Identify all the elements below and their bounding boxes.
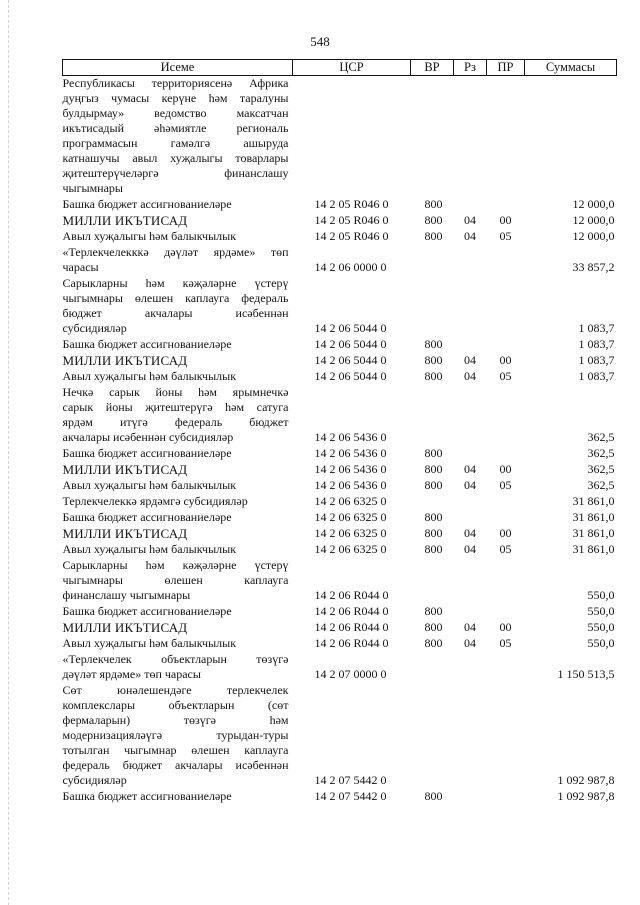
row-rz: 04 [464,462,476,476]
table-row [63,683,617,789]
row-name-line: МИЛЛИ ИКЪТИСАД [62,353,188,368]
row-name-line: фермаларын) төзүгә һәм [62,713,289,727]
row-sum: 31 861,0 [572,542,615,556]
row-vr: 800 [424,620,443,634]
header-pr: ПР [487,60,525,76]
table-row [63,276,617,337]
row-rz: 04 [464,478,476,492]
row-name-line: дуңгыз чумасы керүне һәм таралуны [62,91,289,105]
row-name [63,620,293,636]
row-sum: 550,0 [587,604,615,618]
row-csr: 14 2 06 5436 0 [314,478,387,492]
row-sum: 1 092 987,8 [557,773,615,787]
table-row [63,385,617,446]
row-name [63,229,293,245]
row-name [63,245,293,276]
row-pr [487,276,525,337]
row-name-line: Башка бюджет ассигнованиеләре [62,446,232,460]
row-pr [487,494,525,510]
row-rz [454,76,487,198]
row-name-line: МИЛЛИ ИКЪТИСАД [62,213,188,228]
row-vr: 800 [424,478,443,492]
row-pr [487,789,525,805]
row-csr: 14 2 07 5442 0 [314,789,387,803]
row-sum: 1 083,7 [578,353,615,367]
row-pr: 05 [499,478,512,492]
row-vr [411,683,454,789]
row-rz: 04 [464,542,476,556]
row-vr: 800 [424,213,443,227]
row-name-line: модернизацияләүгә турыдан-туры [62,728,289,742]
row-csr: 14 2 06 5436 0 [314,462,387,476]
row-name [63,385,293,446]
row-pr: 00 [499,462,512,476]
row-pr [487,197,525,213]
row-rz [454,494,487,510]
row-sum: 31 861,0 [572,494,615,508]
row-csr: 14 2 07 0000 0 [314,667,387,681]
row-name [63,604,293,620]
row-sum: 362,5 [587,478,615,492]
row-rz [454,276,487,337]
row-csr: 14 2 06 R044 0 [314,588,389,602]
row-name-line: МИЛЛИ ИКЪТИСАД [62,526,188,541]
row-name-line: Башка бюджет ассигнованиеләре [62,197,232,211]
row-rz: 04 [464,636,476,650]
row-sum: 550,0 [587,588,615,602]
row-sum: 1 150 513,5 [557,667,615,681]
row-name-line: Башка бюджет ассигнованиеләре [62,604,232,618]
row-pr [487,337,525,353]
row-name-line: чыгымнары өлешен каплауга федераль [62,291,289,305]
row-name-line: чыгымнары өлешен каплауга [62,573,289,587]
row-pr: 00 [499,526,512,540]
row-name-line: катнашучы авыл хуҗалыгы товарлары [62,151,289,165]
row-name-line: комплекслары объектларын (сөт [62,698,289,712]
row-name [63,337,293,353]
table-row [63,76,617,198]
row-name-line: бюджет акчалары исәбеннән [62,306,289,320]
row-csr: 14 2 07 5442 0 [314,773,387,787]
row-name-line: Сарыкларны һәм кәҗәләрне үстерү [62,558,289,572]
row-pr: 05 [499,229,512,243]
row-name-line: тотылган чыгымнар өлешен каплауга [62,743,289,757]
row-name-line: Башка бюджет ассигнованиеләре [62,337,232,351]
row-vr: 800 [424,446,443,460]
row-name [63,76,293,198]
row-sum [525,76,617,198]
row-vr: 800 [424,462,443,476]
row-name [63,213,293,229]
row-vr [411,385,454,446]
row-sum: 550,0 [587,620,615,634]
row-name [63,276,293,337]
row-sum: 550,0 [587,636,615,650]
row-sum: 1 083,7 [578,337,615,351]
row-name-line: сарык йоны җитештерүгә һәм сатуга [62,400,289,414]
row-vr [411,76,454,198]
row-vr: 800 [424,229,443,243]
row-name [63,510,293,526]
row-name-line: Авыл хуҗалыгы һәм балыкчылык [62,478,237,492]
row-name-line: Башка бюджет ассигнованиеләре [62,510,232,524]
row-vr: 800 [424,789,443,803]
row-sum: 31 861,0 [572,526,615,540]
row-vr: 800 [424,604,443,618]
row-rz: 04 [464,353,476,367]
row-name-line: акчалары исәбеннән субсидияләр [62,430,234,444]
header-rz: Рз [454,60,487,76]
row-vr [411,245,454,276]
row-name [63,478,293,494]
row-name-line: субсидияләр [62,773,127,787]
row-csr: 14 2 06 5044 0 [314,353,387,367]
table-row [63,494,617,510]
table-row [63,558,617,604]
header-sum: Суммасы [525,60,617,76]
row-name [63,446,293,462]
row-name-line: Терлекчелеккә ярдәмгә субсидияләр [62,494,248,508]
row-name [63,636,293,652]
row-vr: 800 [424,369,443,383]
table-row [63,462,617,478]
row-name [63,353,293,369]
row-pr [487,652,525,683]
table-row [63,478,617,494]
row-name-line: булдырмау» ведомство максатчан [62,106,289,120]
row-csr: 14 2 05 R046 0 [314,213,389,227]
row-name [63,558,293,604]
row-csr: 14 2 06 5044 0 [314,337,387,351]
table-row [63,245,617,276]
row-name-line: программасын гамәлгә ашыруда [62,136,289,150]
row-name-line: Сөт юнәлешендәге терлекчелек [62,683,289,697]
row-pr [487,558,525,604]
row-rz [454,245,487,276]
row-name-line: Сарыкларны һәм кәҗәләрне үстерү [62,276,289,290]
row-pr [487,385,525,446]
row-vr: 800 [424,510,443,524]
row-csr: 14 2 05 R046 0 [314,229,389,243]
row-pr: 05 [499,369,512,383]
row-vr [411,558,454,604]
row-name-line: ярдәм итүгә федераль бюджет [62,415,289,429]
table-row [63,197,617,213]
row-rz [454,197,487,213]
row-vr: 800 [424,197,443,211]
row-pr [487,245,525,276]
row-pr: 05 [499,542,512,556]
table-row [63,636,617,652]
row-csr: 14 2 06 6325 0 [314,494,387,508]
row-csr: 14 2 06 5436 0 [314,446,387,460]
row-name-line: «Терлекчелекккә дәүләт ярдәме» төп [62,245,289,259]
row-csr: 14 2 06 5044 0 [314,321,387,335]
row-name-line: федераль бюджет акчалары исәбеннән [62,758,289,772]
row-sum: 12 000,0 [572,213,615,227]
row-name-line: Башка бюджет ассигнованиеләре [62,789,232,803]
row-name-line: Авыл хуҗалыгы һәм балыкчылык [62,229,237,243]
row-name [63,789,293,805]
row-vr: 800 [424,542,443,556]
row-vr [411,276,454,337]
row-csr: 14 2 06 6325 0 [314,526,387,540]
row-name [63,526,293,542]
row-name [63,652,293,683]
row-pr: 00 [499,620,512,634]
row-pr [487,683,525,789]
row-name [63,369,293,385]
row-rz [454,510,487,526]
row-csr: 14 2 05 R046 0 [314,197,389,211]
row-vr [411,652,454,683]
table-header-row [63,60,617,76]
row-name-line: «Терлекчелек объектларын төзүгә [62,652,289,666]
row-vr: 800 [424,636,443,650]
row-rz: 04 [464,620,476,634]
row-sum: 1 083,7 [578,369,615,383]
row-pr [487,604,525,620]
row-name-line: Авыл хуҗалыгы һәм балыкчылык [62,542,237,556]
row-name-line: субсидияләр [62,321,127,335]
row-sum: 12 000,0 [572,229,615,243]
row-pr [487,510,525,526]
budget-table [62,59,617,805]
table-row [63,510,617,526]
table-row [63,604,617,620]
row-vr [411,494,454,510]
row-csr: 14 2 06 R044 0 [314,620,389,634]
row-sum: 362,5 [587,430,615,444]
row-pr [487,446,525,462]
row-name-line: чарасы [62,260,99,274]
row-name [63,197,293,213]
row-name-line: Авыл хуҗалыгы һәм балыкчылык [62,369,237,383]
row-name [63,462,293,478]
table-row [63,620,617,636]
table-body [63,76,617,806]
row-pr: 00 [499,353,512,367]
row-name-line: МИЛЛИ ИКЪТИСАД [62,620,188,635]
row-csr: 14 2 06 R044 0 [314,604,389,618]
row-name-line: чыгымнары [62,181,123,195]
row-rz [454,683,487,789]
page-number: 548 [310,34,330,49]
row-sum: 1 083,7 [578,321,615,335]
table-row [63,789,617,805]
row-name-line: Авыл хуҗалыгы һәм балыкчылык [62,636,237,650]
row-pr: 05 [499,636,512,650]
table-row [63,213,617,229]
table-row [63,229,617,245]
table-row [63,446,617,462]
row-rz [454,558,487,604]
row-rz [454,385,487,446]
row-csr: 14 2 06 6325 0 [314,510,387,524]
row-name-line: дәүләт ярдәме» төп чарасы [62,667,201,681]
row-rz: 04 [464,229,476,243]
row-name [63,683,293,789]
row-rz [454,652,487,683]
row-vr: 800 [424,526,443,540]
table-row [63,652,617,683]
row-sum: 12 000,0 [572,197,615,211]
row-rz: 04 [464,369,476,383]
row-vr: 800 [424,353,443,367]
row-rz: 04 [464,526,476,540]
row-vr: 800 [424,337,443,351]
row-name-line: МИЛЛИ ИКЪТИСАД [62,462,188,477]
table-row [63,353,617,369]
page-edge-line [8,0,9,905]
row-csr: 14 2 06 5044 0 [314,369,387,383]
row-sum: 31 861,0 [572,510,615,524]
row-rz [454,337,487,353]
row-csr: 14 2 06 5436 0 [314,430,387,444]
row-sum: 1 092 987,8 [557,789,615,803]
row-name [63,494,293,510]
row-sum: 33 857,2 [572,260,615,274]
row-csr: 14 2 06 6325 0 [314,542,387,556]
row-name-line: җитештерүчеләргә финанслашу [62,166,289,180]
row-name-line: икътисадый әһәмиятле региональ [62,121,289,135]
header-name: Исеме [63,60,293,76]
row-rz [454,604,487,620]
row-rz [454,446,487,462]
row-rz [454,789,487,805]
row-name-line: финанслашу чыгымнары [62,588,191,602]
table-row [63,526,617,542]
row-pr [487,76,525,198]
header-csr: ЦСР [293,60,411,76]
row-name-line: Нечкә сарык йоны һәм ярымнечкә [62,385,289,399]
row-pr: 00 [499,213,512,227]
row-name [63,542,293,558]
row-sum: 362,5 [587,446,615,460]
header-vr: ВР [411,60,454,76]
table-row [63,337,617,353]
row-name-line: Республикасы территориясенә Африка [62,76,289,90]
row-sum: 362,5 [587,462,615,476]
row-csr: 14 2 06 0000 0 [314,260,387,274]
row-rz: 04 [464,213,476,227]
row-csr: 14 2 06 R044 0 [314,636,389,650]
table-row [63,542,617,558]
table-row [63,369,617,385]
row-csr [293,76,411,198]
